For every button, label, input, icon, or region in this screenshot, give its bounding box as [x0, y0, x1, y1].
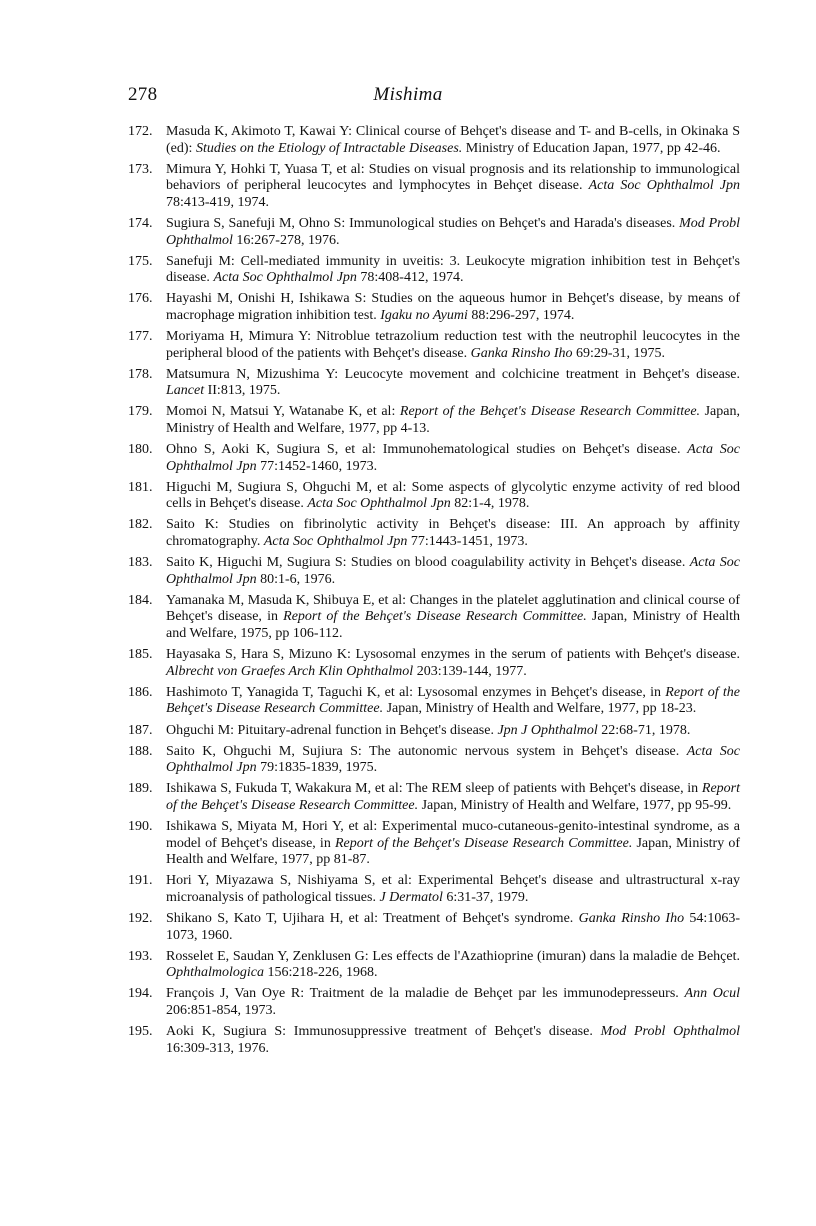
- reference-segment: Matsumura N, Mizushima Y: Leucocyte movement and colchicine treatment in Behçet's disease.: [166, 366, 740, 382]
- reference-item: [128, 254, 740, 287]
- reference-number: 194.: [128, 986, 153, 1002]
- reference-number: 183.: [128, 555, 153, 571]
- reference-segment: 16:267-278, 1976.: [232, 232, 340, 248]
- reference-segment: 54:1063-1073, 1960.: [166, 910, 740, 943]
- reference-item: [128, 517, 740, 550]
- reference-item: [128, 685, 740, 718]
- reference-text: [166, 254, 740, 286]
- reference-segment: Sanefuji M: Cell-mediated immunity in uveitis: 3. Leukocyte migration inhibition test in Behçet's disease.: [166, 253, 740, 286]
- reference-text: [166, 1024, 740, 1056]
- page-number: 278: [128, 84, 158, 105]
- reference-item: [128, 404, 740, 437]
- reference-segment: 16:309-313, 1976.: [166, 1040, 270, 1056]
- reference-segment: 156:218-226, 1968.: [264, 965, 378, 981]
- reference-segment: 79:1835-1839, 1975.: [256, 760, 378, 776]
- reference-source-title: Studies on the Etiology of Intractable Diseases.: [195, 140, 463, 156]
- reference-source-title: Acta Soc Ophthalmol Jpn: [588, 178, 740, 194]
- reference-text: [166, 949, 740, 981]
- reference-segment: 203:139-144, 1977.: [413, 663, 527, 679]
- reference-number: 193.: [128, 948, 153, 964]
- reference-segment: Hayashi M, Onishi H, Ishikawa S: Studies on the aqueous humor in Behçet's disease, by means of macrophage migration inhibition test.: [166, 291, 740, 323]
- reference-text: [166, 124, 740, 156]
- reference-item: [128, 986, 740, 1019]
- reference-number: 174.: [128, 215, 153, 231]
- reference-number: 184.: [128, 592, 153, 608]
- reference-number: 186.: [128, 684, 153, 700]
- reference-segment: Japan, Ministry of Health and Welfare, 1977, pp 18-23.: [383, 701, 697, 717]
- reference-segment: Rosselet E, Saudan Y, Zenklusen G: Les effects de l'Azathioprine (imuran) dans la maladie de Behçet.: [166, 948, 740, 964]
- reference-source-title: J Dermatol: [379, 889, 443, 905]
- reference-source-title: Mod Probl Ophthalmol: [600, 1024, 741, 1039]
- reference-number: 179.: [128, 404, 153, 420]
- reference-source-title: Acta Soc Ophthalmol Jpn: [166, 555, 740, 587]
- reference-segment: Ohno S, Aoki K, Sugiura S, et al: Immunohematological studies on Behçet's disease.: [166, 442, 688, 458]
- reference-segment: Japan, Ministry of Health and Welfare, 1977, pp 81-87.: [166, 835, 740, 868]
- reference-number: 178.: [128, 366, 153, 382]
- reference-source-title: Lancet: [166, 383, 205, 399]
- reference-number: 175.: [128, 253, 153, 269]
- reference-item: [128, 291, 740, 324]
- reference-text: [166, 744, 740, 776]
- reference-segment: Hashimoto T, Yanagida T, Taguchi K, et al: Lysosomal enzymes in Behçet's disease, in: [166, 684, 666, 700]
- reference-number: 182.: [128, 517, 153, 533]
- reference-item: [128, 949, 740, 982]
- reference-text: [166, 329, 740, 361]
- reference-item: [128, 1024, 740, 1057]
- reference-number: 177.: [128, 329, 153, 345]
- reference-number: 181.: [128, 479, 153, 495]
- reference-text: [166, 986, 740, 1018]
- reference-text: [166, 685, 740, 717]
- reference-segment: 22:68-71, 1978.: [597, 722, 691, 738]
- reference-item: [128, 216, 740, 249]
- reference-item: [128, 593, 740, 643]
- reference-number: 187.: [128, 722, 153, 738]
- reference-text: [166, 367, 740, 399]
- reference-source-title: Jpn J Ophthalmol: [497, 722, 598, 738]
- reference-text: [166, 291, 740, 323]
- reference-text: [166, 647, 740, 679]
- reference-source-title: Ganka Rinsho Iho: [470, 345, 573, 361]
- reference-number: 195.: [128, 1024, 153, 1039]
- reference-segment: 88:296-297, 1974.: [467, 307, 575, 323]
- reference-segment: Saito K: Studies on fibrinolytic activity in Behçet's disease: III. An approach by affinity chromatography.: [166, 517, 740, 550]
- reference-number: 185.: [128, 647, 153, 663]
- reference-source-title: Igaku no Ayumi: [380, 307, 468, 323]
- reference-item: [128, 162, 740, 212]
- reference-source-title: Report of the Behçet's Disease Research Committee.: [166, 684, 740, 717]
- reference-segment: Ishikawa S, Fukuda T, Wakakura M, et al: The REM sleep of patients with Behçet's disease, in: [166, 781, 702, 797]
- reference-item: [128, 124, 740, 157]
- reference-source-title: Acta Soc Ophthalmol Jpn: [166, 743, 740, 776]
- reference-segment: Aoki K, Sugiura S: Immunosuppressive treatment of Behçet's disease.: [166, 1024, 601, 1039]
- reference-text: [166, 911, 740, 943]
- reference-segment: Saito K, Ohguchi M, Sujiura S: The autonomic nervous system in Behçet's disease.: [166, 743, 687, 759]
- reference-number: 191.: [128, 873, 153, 889]
- reference-segment: Moriyama H, Mimura Y: Nitroblue tetrazolium reduction test with the neutrophil leucocytes in the peripheral blood of the patients with Behçet's disease.: [166, 329, 740, 361]
- reference-item: [128, 744, 740, 777]
- reference-item: [128, 723, 740, 740]
- reference-number: 190.: [128, 818, 153, 834]
- reference-segment: Ohguchi M: Pituitary-adrenal function in Behçet's disease.: [166, 722, 498, 738]
- reference-segment: Sugiura S, Sanefuji M, Ohno S: Immunological studies on Behçet's and Harada's diseases.: [166, 215, 680, 231]
- reference-source-title: Report of the Behçet's Disease Research Committee.: [399, 404, 701, 420]
- reference-segment: Ishikawa S, Miyata M, Hori Y, et al: Experimental muco-cutaneous-genito-intestinal syndrome, as a model of Behçet's disease, in: [166, 818, 740, 851]
- reference-number: 192.: [128, 910, 153, 926]
- reference-source-title: Report of the Behçet's Disease Research Committee.: [166, 781, 740, 813]
- reference-source-title: Ophthalmologica: [166, 965, 264, 981]
- reference-segment: 6:31-37, 1979.: [442, 889, 529, 905]
- reference-segment: Shikano S, Kato T, Ujihara H, et al: Treatment of Behçet's syndrome.: [166, 910, 579, 926]
- reference-text: [166, 593, 740, 641]
- reference-segment: Japan, Ministry of Health and Welfare, 1977, pp 95-99.: [418, 797, 732, 813]
- reference-source-title: Acta Soc Ophthalmol Jpn: [213, 270, 357, 286]
- reference-segment: Saito K, Higuchi M, Sugiura S: Studies on blood coagulability activity in Behçet's disease.: [166, 555, 690, 571]
- reference-source-title: Ganka Rinsho Iho: [578, 910, 685, 926]
- reference-item: [128, 555, 740, 588]
- reference-source-title: Mod Probl Ophthalmol: [166, 215, 740, 248]
- reference-segment: Japan, Ministry of Health and Welfare, 1977, pp 4-13.: [166, 404, 740, 436]
- reference-number: 172.: [128, 124, 153, 139]
- reference-item: [128, 442, 740, 475]
- reference-text: [166, 162, 740, 210]
- reference-number: 173.: [128, 161, 153, 177]
- reference-segment: François J, Van Oye R: Traitment de la maladie de Behçet par les immunodepresseurs.: [166, 986, 685, 1002]
- reference-text: [166, 781, 740, 813]
- reference-list: [128, 124, 740, 1062]
- reference-segment: 206:851-854, 1973.: [166, 1002, 277, 1018]
- reference-source-title: Albrecht von Graefes Arch Klin Ophthalmol: [166, 663, 414, 679]
- reference-segment: Masuda K, Akimoto T, Kawai Y: Clinical course of Behçet's disease and T- and B-cells, in Okinaka S (ed):: [166, 124, 740, 156]
- reference-segment: 78:413-419, 1974.: [166, 194, 270, 210]
- reference-segment: Hori Y, Miyazawa S, Nishiyama S, et al: Experimental Behçet's disease and ultrastructural x-ray microanalysis of pathological tissues.: [166, 873, 740, 905]
- reference-text: [166, 517, 740, 549]
- reference-segment: 77:1443-1451, 1973.: [407, 534, 528, 550]
- reference-segment: Momoi N, Matsui Y, Watanabe K, et al:: [166, 404, 400, 420]
- reference-text: [166, 723, 690, 738]
- reference-text: [166, 216, 740, 248]
- reference-segment: 82:1-4, 1978.: [450, 496, 530, 512]
- reference-segment: 78:408-412, 1974.: [356, 270, 464, 286]
- reference-number: 176.: [128, 291, 153, 307]
- reference-segment: Hayasaka S, Hara S, Mizuno K: Lysosomal enzymes in the serum of patients with Behçet's disease.: [166, 647, 740, 663]
- reference-item: [128, 911, 740, 944]
- reference-number: 189.: [128, 781, 153, 797]
- reference-segment: 77:1452-1460, 1973.: [256, 458, 378, 474]
- reference-segment: 80:1-6, 1976.: [256, 571, 336, 587]
- reference-segment: Ministry of Education Japan, 1977, pp 42-46.: [462, 140, 721, 156]
- reference-item: [128, 873, 740, 906]
- reference-item: [128, 781, 740, 814]
- reference-number: 188.: [128, 743, 153, 759]
- reference-segment: II:813, 1975.: [204, 383, 281, 399]
- reference-source-title: Ann Ocul: [684, 986, 741, 1002]
- reference-segment: Mimura Y, Hohki T, Yuasa T, et al: Studies on visual prognosis and its relationship to immunological behaviors of peripheral leucocytes and lymphocytes in Behçet disease.: [166, 161, 740, 194]
- reference-item: [128, 647, 740, 680]
- reference-source-title: Acta Soc Ophthalmol Jpn: [166, 442, 740, 474]
- reference-item: [128, 819, 740, 869]
- reference-segment: Japan, Ministry of Health and Welfare, 1975, pp 106-112.: [166, 609, 740, 642]
- reference-text: [166, 819, 740, 867]
- reference-item: [128, 329, 740, 362]
- reference-source-title: Acta Soc Ophthalmol Jpn: [307, 496, 451, 512]
- reference-source-title: Acta Soc Ophthalmol Jpn: [263, 534, 408, 550]
- reference-text: [166, 555, 740, 587]
- reference-segment: 69:29-31, 1975.: [572, 345, 666, 361]
- running-head: Mishima: [373, 84, 443, 105]
- reference-text: [166, 404, 740, 436]
- reference-text: [166, 873, 740, 905]
- reference-item: [128, 480, 740, 513]
- reference-source-title: Report of the Behçet's Disease Research Committee.: [283, 609, 587, 625]
- reference-number: 180.: [128, 442, 153, 458]
- page-header: [0, 84, 816, 110]
- reference-text: [166, 442, 740, 474]
- reference-segment: Yamanaka M, Masuda K, Shibuya E, et al: Changes in the platelet agglutination and clinical course of Behçet's disease, in: [166, 592, 740, 625]
- reference-source-title: Report of the Behçet's Disease Research Committee.: [334, 835, 633, 851]
- reference-item: [128, 367, 740, 400]
- reference-text: [166, 480, 740, 512]
- reference-segment: Higuchi M, Sugiura S, Ohguchi M, et al: Some aspects of glycolytic enzyme activity of red blood cells in Behçet's disease.: [166, 479, 740, 512]
